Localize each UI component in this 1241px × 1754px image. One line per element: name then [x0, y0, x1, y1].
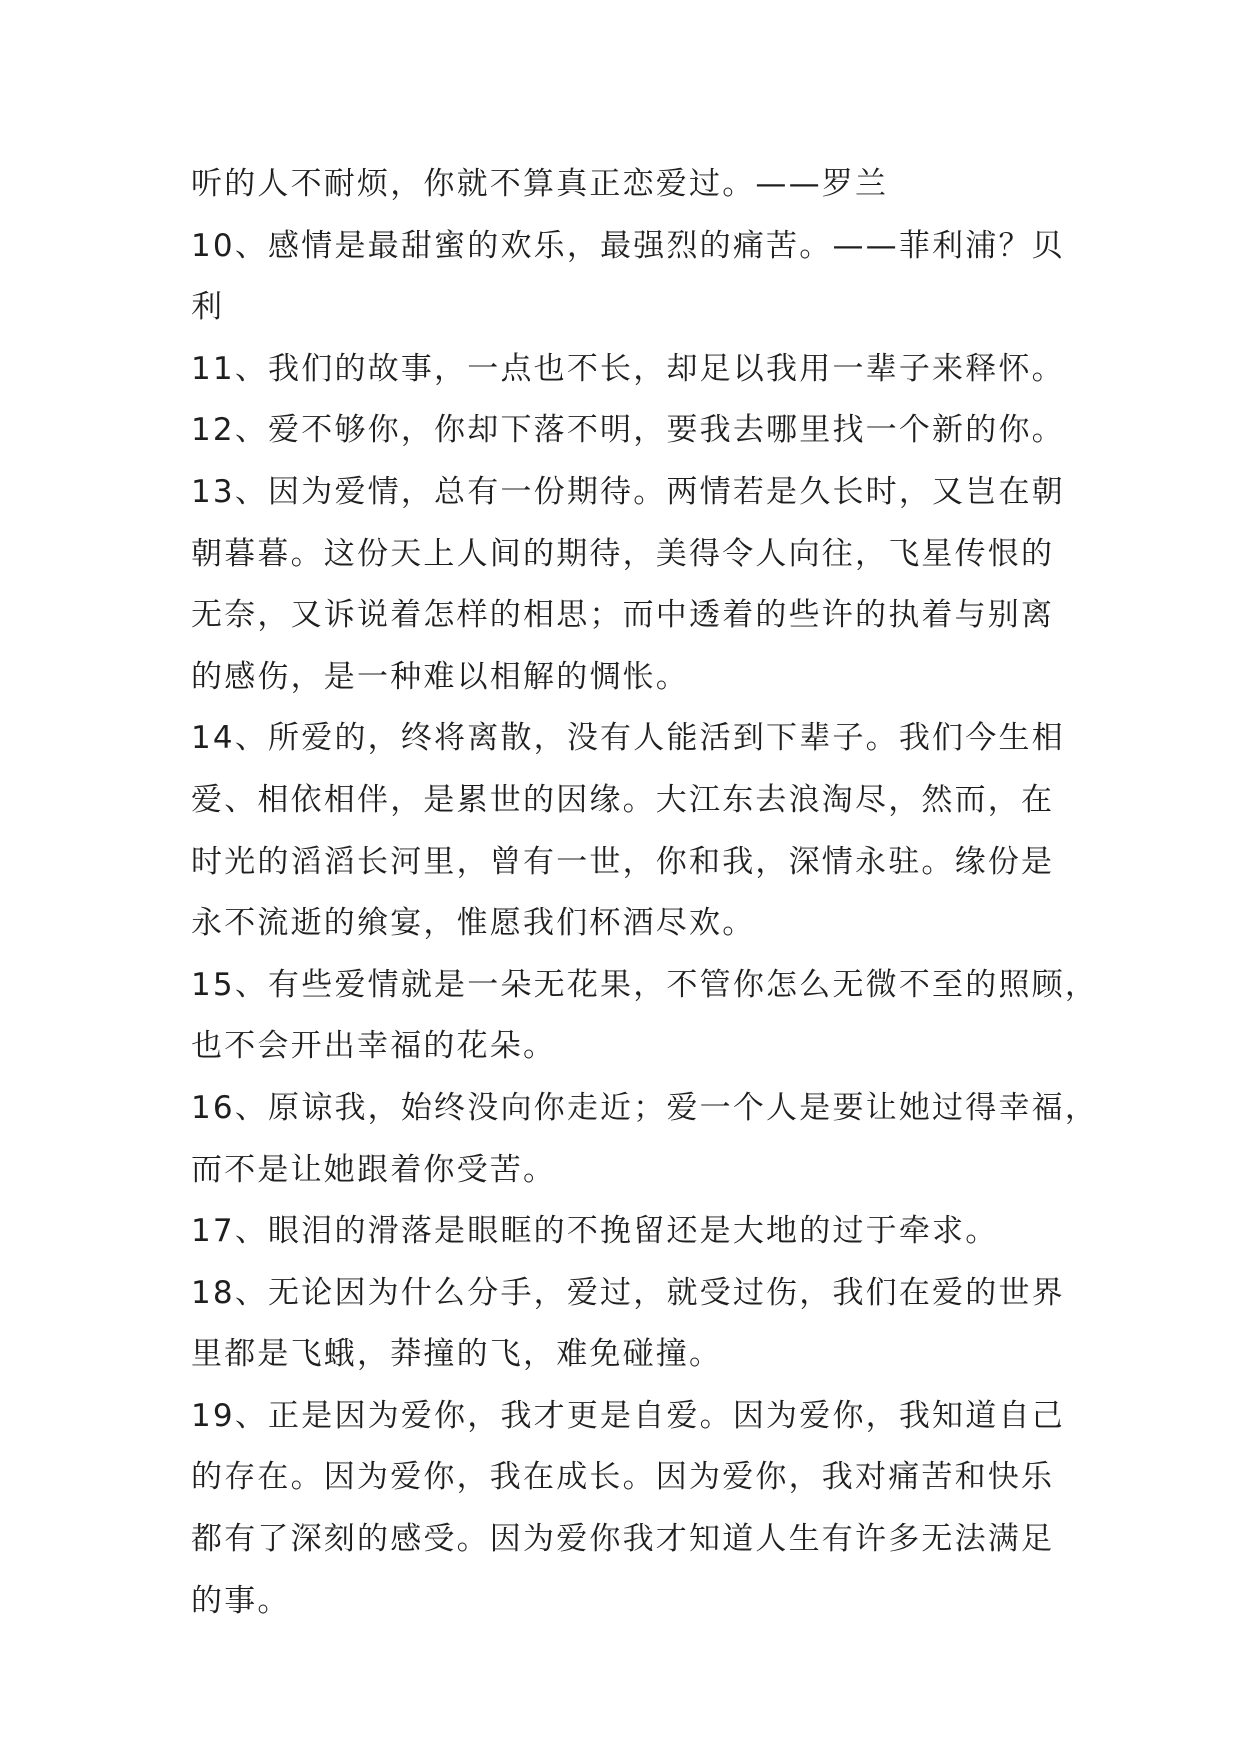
text-line: 听的人不耐烦，你就不算真正恋爱过。——罗兰: [191, 166, 889, 202]
text-line: 而不是让她跟着你受苦。: [191, 1151, 557, 1188]
text-line: 15、有些爱情就是一朵无花果，不管你怎么无微不至的照顾，: [191, 966, 1099, 1003]
text-line: 17、眼泪的滑落是眼眶的不挽留还是大地的过于牵求。: [191, 1213, 999, 1250]
text-line: 永不流逝的飨宴，惟愿我们杯酒尽欢。: [191, 905, 756, 942]
text-line: 12、爱不够你，你却下落不明，要我去哪里找一个新的你。: [191, 412, 1065, 449]
text-line: 18、无论因为什么分手，爱过，就受过伤，我们在爱的世界: [191, 1274, 1065, 1311]
text-line: 14、所爱的，终将离散，没有人能活到下辈子。我们今生相: [191, 720, 1065, 757]
text-line: 的事。: [191, 1582, 291, 1619]
text-line: 朝暮暮。这份天上人间的期待，美得令人向往，飞星传恨的: [191, 535, 1055, 572]
text-line: 13、因为爱情，总有一份期待。两情若是久长时，又岂在朝: [191, 473, 1065, 510]
text-line: 都有了深刻的感受。因为爱你我才知道人生有许多无法满足: [191, 1521, 1055, 1558]
text-line: 爱、相依相伴，是累世的因缘。大江东去浪淘尽，然而，在: [191, 781, 1055, 818]
text-line: 里都是飞蛾，莽撞的飞，难免碰撞。: [191, 1336, 723, 1373]
text-line: 利: [191, 289, 225, 326]
text-line: 16、原谅我，始终没向你走近；爱一个人是要让她过得幸福，: [191, 1089, 1099, 1126]
text-line: 10、感情是最甜蜜的欢乐，最强烈的痛苦。——菲利浦？贝: [191, 227, 1065, 264]
text-line: 也不会开出幸福的花朵。: [191, 1028, 557, 1065]
text-line: 的存在。因为爱你，我在成长。因为爱你，我对痛苦和快乐: [191, 1459, 1055, 1496]
text-line: 19、正是因为爱你，我才更是自爱。因为爱你，我知道自己: [191, 1397, 1065, 1434]
text-line: 无奈，又诉说着怎样的相思；而中透着的些许的执着与别离: [191, 597, 1055, 634]
text-line: 11、我们的故事，一点也不长，却足以我用一辈子来释怀。: [191, 350, 1065, 387]
text-line: 的感伤，是一种难以相解的惆怅。: [191, 658, 689, 695]
text-line: 时光的滔滔长河里，曾有一世，你和我，深情永驻。缘份是: [191, 843, 1055, 880]
document-body: [191, 154, 1099, 1632]
